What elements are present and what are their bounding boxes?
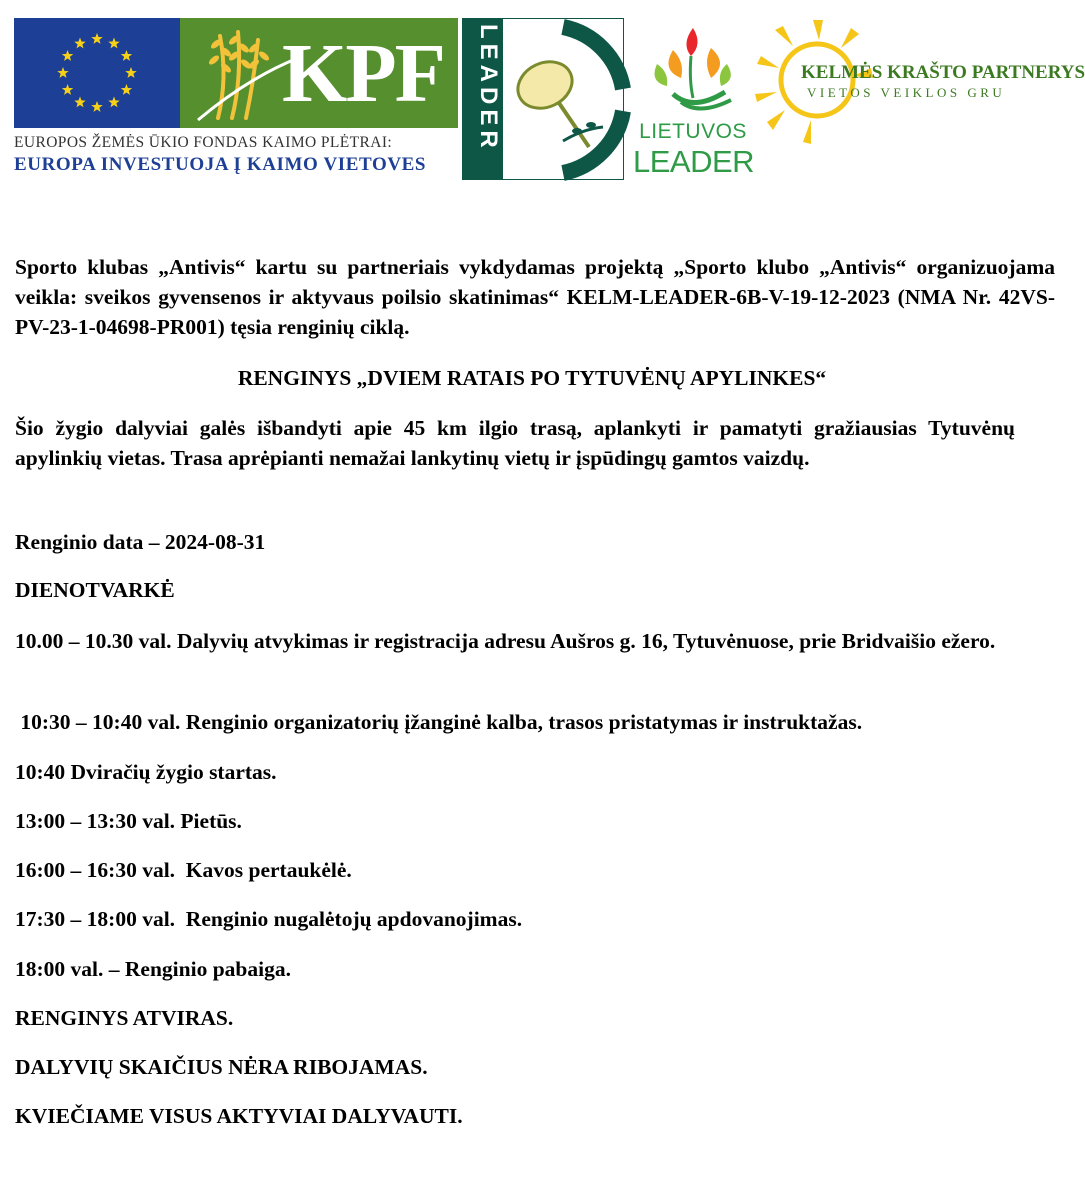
eu-caption-line1: EUROPOS ŽEMĖS ŪKIO FONDAS KAIMO PLĖTRAI: — [14, 134, 393, 151]
kpf-text: KPF — [282, 27, 444, 120]
agenda-item: 17:30 – 18:00 val. Renginio nugalėtojų apdovanojimas. — [15, 907, 523, 931]
kpf-logo — [180, 18, 458, 128]
leader-text: LEADER — [633, 144, 755, 179]
logo-band — [0, 0, 1085, 190]
eu-star-icon — [108, 96, 119, 107]
eu-star-icon — [57, 67, 68, 78]
closing-line: DALYVIŲ SKAIČIUS NĖRA RIBOJAMAS. — [15, 1055, 428, 1079]
event-title: RENGINYS „DVIEM RATAIS PO TYTUVĖNŲ APYLINKES“ — [237, 366, 827, 390]
eu-flag-icon — [14, 18, 180, 128]
eu-star-icon — [62, 84, 73, 95]
eu-star-icon — [91, 101, 102, 112]
agenda-heading: DIENOTVARKĖ — [15, 578, 175, 602]
eu-star-icon — [74, 96, 85, 107]
eu-caption-line2: EUROPA INVESTUOJA Į KAIMO VIETOVES — [14, 154, 427, 175]
eu-kpf-logo — [14, 18, 458, 128]
eu-star-icon — [121, 84, 132, 95]
leader-strip — [462, 18, 502, 180]
plant-hand-icon — [633, 20, 753, 120]
agenda-item: 10.00 – 10.30 val. Dalyvių atvykimas ir registracija adresu Aušros g. 16, Tytuvėnuose, prie Bridvaišio ežero. — [15, 629, 996, 653]
leader-vertical-text: LEADER — [475, 24, 502, 153]
eu-star-icon — [125, 67, 136, 78]
intro-paragraph: Sporto klubas „Antivis“ kartu su partneriais vykdydamas projektą „Sporto klubo „Antivis“ organizuojama veikla: sveikos gyvensenos ir aktyvaus poilsio skatinimas“ KELM-LEADER-6B-V-19-12-2023 (NMA Nr. 42VS-PV-23-1-04698-PR001) tęsia renginių ciklą. — [15, 255, 1055, 339]
kelme-subtitle: VIETOS VEIKLOS GRU — [807, 85, 1006, 100]
agenda-item: 10:40 Dviračių žygio startas. — [15, 760, 277, 784]
leader-logo — [462, 18, 624, 180]
lietuvos-leader-logo — [633, 20, 753, 180]
kelme-partnership-logo — [755, 18, 1085, 148]
agenda-item: 13:00 – 13:30 val. Pietūs. — [15, 809, 242, 833]
agenda-item: 18:00 val. – Renginio pabaiga. — [15, 957, 291, 981]
leader-emblem — [502, 18, 624, 180]
eu-star-icon — [91, 33, 102, 44]
description-paragraph: Šio žygio dalyviai galės išbandyti apie 45 km ilgio trasą, aplankyti ir pamatyti gražiausias Tytuvėnų apylinkių vietas. Trasa aprėpianti nemažai lankytinų vietų ir įspūdingų gamtos vaizdų. — [15, 416, 1015, 470]
lietuvos-text: LIETUVOS — [639, 120, 747, 143]
eu-star-icon — [62, 50, 73, 61]
leader-emblem-icon — [503, 19, 625, 181]
eu-star-icon — [108, 38, 119, 49]
agenda-item: 16:00 – 16:30 val. Kavos pertaukėlė. — [15, 858, 352, 882]
closing-line: RENGINYS ATVIRAS. — [15, 1006, 234, 1030]
event-date: Renginio data – 2024-08-31 — [15, 530, 266, 554]
agenda-item: 10:30 – 10:40 val. Renginio organizatorių įžanginė kalba, trasos pristatymas ir instruktažas. — [15, 710, 863, 734]
kelme-title: KELMĖS KRAŠTO PARTNERYS — [801, 62, 1085, 83]
eu-star-icon — [121, 50, 132, 61]
eu-caption — [14, 133, 460, 177]
eu-star-icon — [74, 38, 85, 49]
closing-line: KVIEČIAME VISUS AKTYVIAI DALYVAUTI. — [15, 1104, 463, 1128]
